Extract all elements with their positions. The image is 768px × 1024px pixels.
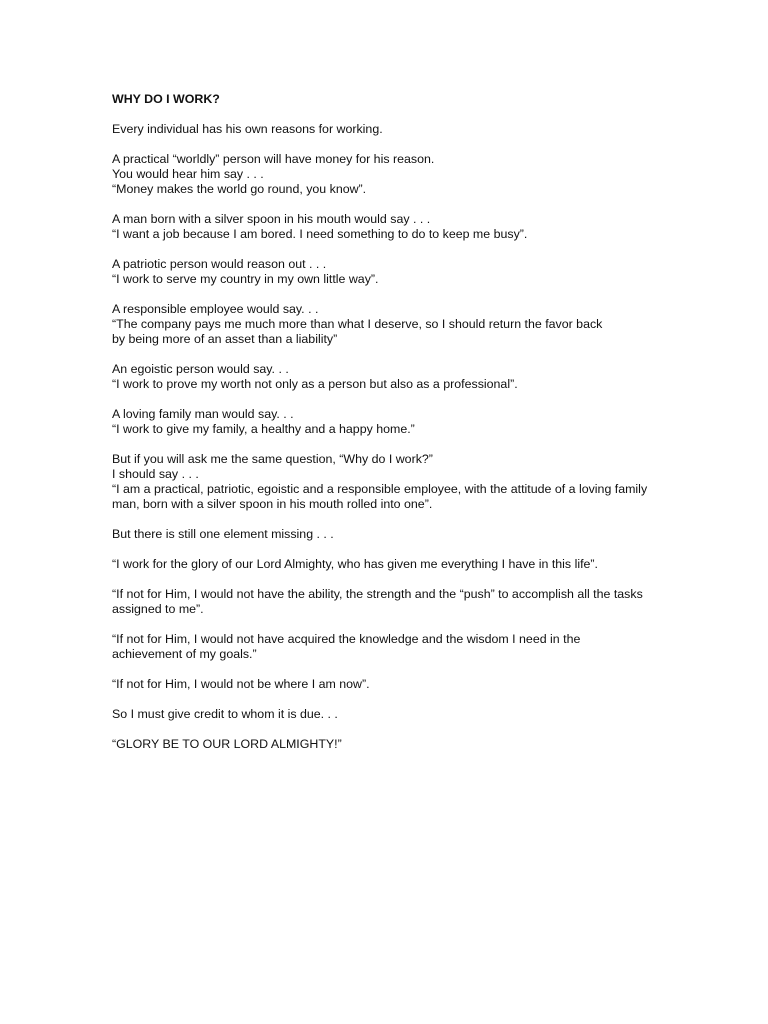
text-line: But if you will ask me the same question, “Why do I work?” [112,452,433,466]
paragraph [112,452,712,512]
text-line: by being more of an asset than a liability” [112,332,338,346]
text-line: “I work to serve my country in my own little way”. [112,272,379,286]
paragraph [112,407,712,437]
text-line: “I want a job because I am bored. I need something to do to keep me busy”. [112,227,528,241]
text-line: man, born with a silver spoon in his mouth rolled into one”. [112,497,433,511]
paragraph [112,212,712,242]
paragraph [112,677,712,692]
text-line: “If not for Him, I would not have acquired the knowledge and the wisdom I need in the [112,632,581,646]
text-line: achievement of my goals.” [112,647,257,661]
text-line: “If not for Him, I would not have the ability, the strength and the “push” to accomplish all the tasks [112,587,643,601]
text-line: “If not for Him, I would not be where I am now”. [112,677,370,691]
text-line: But there is still one element missing . . . [112,527,334,541]
text-line: “I am a practical, patriotic, egoistic and a responsible employee, with the attitude of a loving family [112,482,648,496]
paragraph [112,707,712,722]
text-line: A loving family man would say. . . [112,407,294,421]
paragraph [112,632,712,662]
text-line: “Money makes the world go round, you know”. [112,182,367,196]
text-line: You would hear him say . . . [112,167,264,181]
paragraph [112,122,712,137]
text-line: An egoistic person would say. . . [112,362,289,376]
text-line: “The company pays me much more than what I deserve, so I should return the favor back [112,317,603,331]
text-line: A man born with a silver spoon in his mouth would say . . . [112,212,431,226]
text-line: “I work to give my family, a healthy and a happy home.” [112,422,415,436]
text-line: assigned to me”. [112,602,204,616]
text-line: A practical “worldly” person will have money for his reason. [112,152,435,166]
paragraph [112,362,712,392]
paragraph [112,302,712,347]
paragraph [112,737,712,752]
document-title: WHY DO I WORK? [112,92,220,106]
text-line: A responsible employee would say. . . [112,302,319,316]
text-line: A patriotic person would reason out . . . [112,257,327,271]
paragraph [112,587,712,617]
text-line: “I work for the glory of our Lord Almighty, who has given me everything I have in this life”. [112,557,598,571]
text-line: I should say . . . [112,467,199,481]
paragraph [112,257,712,287]
paragraph [112,152,712,197]
text-line: Every individual has his own reasons for working. [112,122,383,136]
text-line: “GLORY BE TO OUR LORD ALMIGHTY!” [112,737,342,751]
paragraph [112,557,712,572]
text-line: So I must give credit to whom it is due. . . [112,707,338,721]
text-line: “I work to prove my worth not only as a person but also as a professional”. [112,377,518,391]
document-page [112,92,712,767]
paragraph [112,527,712,542]
